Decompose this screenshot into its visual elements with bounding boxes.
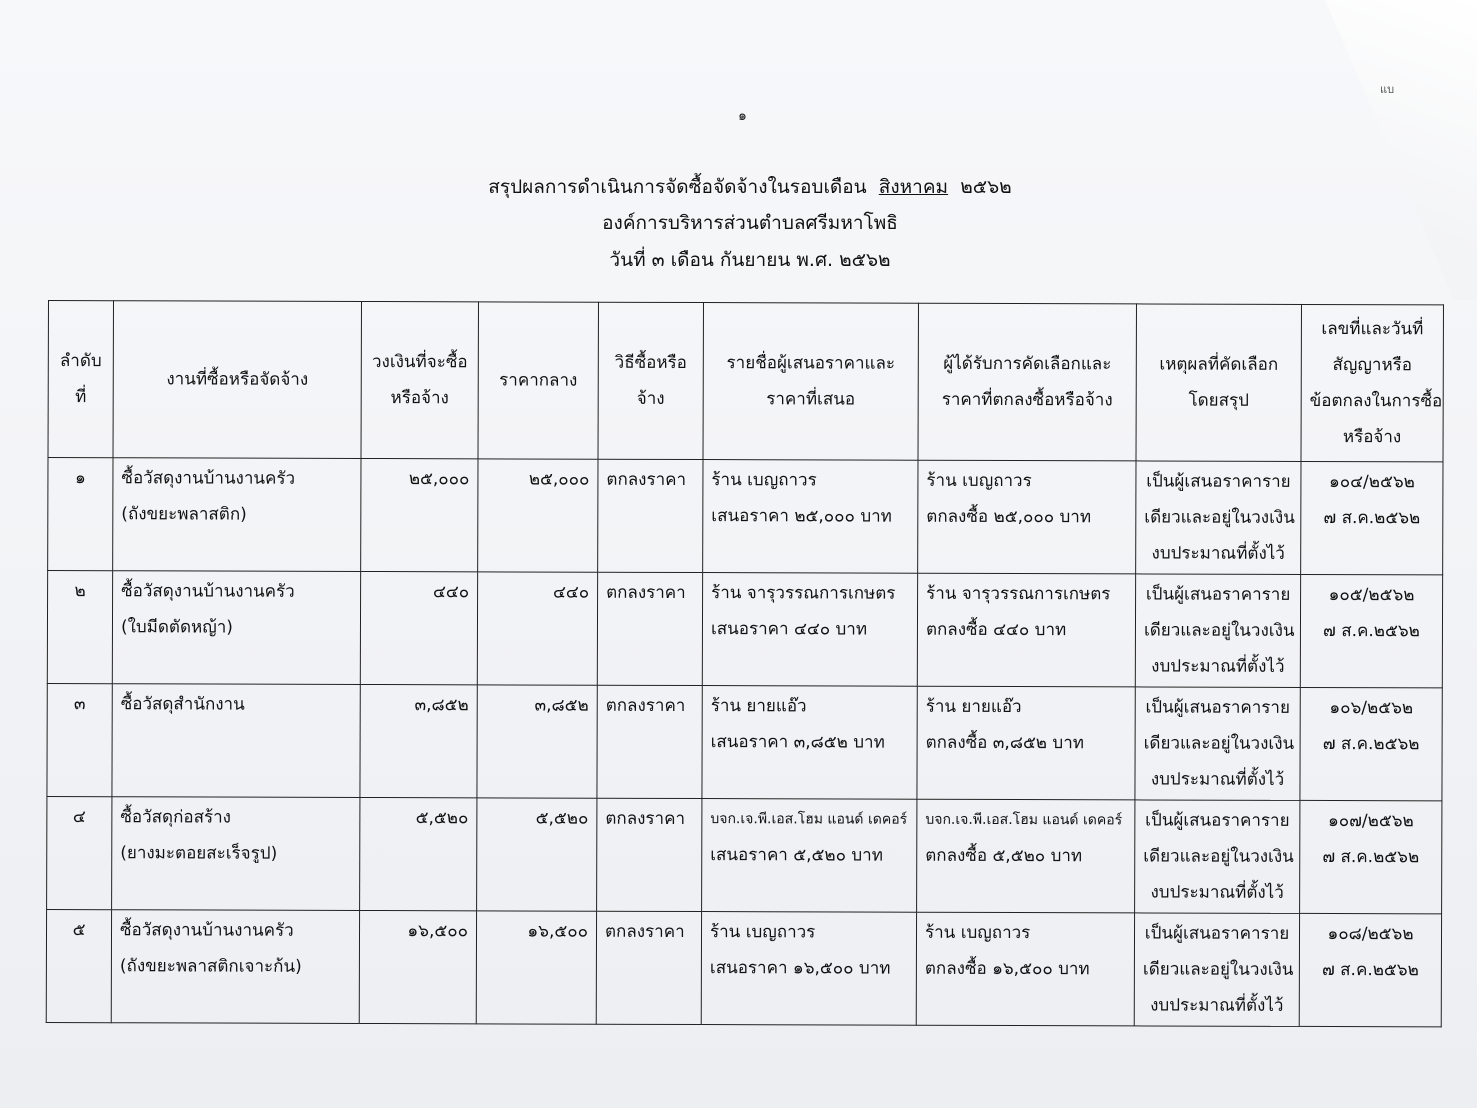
row-bidder: [702, 573, 917, 687]
header-median-price: ราคากลาง: [478, 302, 598, 459]
row-reason: เป็นผู้เสนอราคาราย เดียวและอยู่ในวงเงิน งบประมาณที่ตั้งไว้: [1135, 574, 1300, 688]
row-method: ตกลงราคา: [598, 459, 703, 572]
row-number: ๔: [47, 796, 112, 909]
bidder-name: ร้าน จารุวรรณการเกษตร: [711, 583, 896, 604]
bidder-name: บจก.เจ.พี.เอส.โฮม แอนด์ เดคอร์: [710, 811, 908, 828]
row-item: ซื้อวัสดุก่อสร้าง (ยางมะตอยสะเร็จรูป): [112, 797, 360, 911]
title-year: ๒๕๖๒: [960, 176, 1012, 198]
row-contract: [1301, 461, 1443, 574]
bidder-name: ร้าน เบญถาวร: [711, 470, 817, 491]
row-median-price: ๓,๘๕๒: [477, 685, 597, 798]
winner-price: ตกลงซื้อ ๔๔๐ บาท: [925, 619, 1067, 641]
header-budget: วงเงินที่จะซื้อ หรือจ้าง: [361, 301, 478, 458]
table-row: [48, 458, 1443, 575]
row-number: ๓: [47, 683, 112, 796]
row-number: ๕: [46, 909, 111, 1022]
winner-price: ตกลงซื้อ ๕,๕๒๐ บาท: [925, 845, 1083, 867]
winner-price: ตกลงซื้อ ๑๖,๕๐๐ บาท: [924, 958, 1090, 980]
row-method: ตกลงราคา: [596, 911, 701, 1024]
bidder-price: เสนอราคา ๒๕,๐๐๐ บาท: [711, 506, 892, 527]
corner-mark: แบ: [1380, 83, 1395, 96]
winner-name: ร้าน จารุวรรณการเกษตร: [926, 583, 1111, 605]
document-title: [0, 172, 1477, 202]
row-contract: [1299, 913, 1441, 1026]
header-item: งานที่ซื้อหรือจัดจ้าง: [113, 301, 361, 459]
row-contract: [1300, 800, 1442, 913]
winner-name: ร้าน เบญถาวร: [924, 922, 1031, 944]
contract-date: ๗ ส.ค.๒๕๖๒: [1323, 508, 1421, 529]
row-winner: [917, 573, 1135, 687]
row-contract: [1300, 687, 1442, 800]
row-median-price: ๕,๕๒๐: [477, 798, 597, 911]
bidder-name: ร้าน ยายแอ๊ว: [710, 696, 807, 717]
row-median-price: ๔๔๐: [477, 572, 597, 685]
table-header-row: [48, 301, 1443, 462]
bidder-price: เสนอราคา ๕,๕๒๐ บาท: [710, 845, 883, 866]
bidder-price: เสนอราคา ๓,๘๕๒ บาท: [710, 732, 885, 753]
contract-date: ๗ ส.ค.๒๕๖๒: [1321, 960, 1419, 981]
contract-number: ๑๐๔/๒๕๖๒: [1328, 472, 1415, 493]
page-number: ๑: [738, 108, 747, 124]
row-budget: ๓,๘๕๒: [360, 684, 477, 797]
table-row: [47, 571, 1442, 688]
winner-name: ร้าน ยายแอ๊ว: [925, 696, 1022, 718]
contract-number: ๑๐๖/๒๕๖๒: [1329, 698, 1414, 719]
bidder-price: เสนอราคา ๑๖,๕๐๐ บาท: [709, 958, 891, 979]
winner-name: บจก.เจ.พี.เอส.โฮม แอนด์ เดคอร์: [925, 811, 1123, 829]
row-median-price: ๑๖,๕๐๐: [476, 911, 596, 1024]
table-row: [46, 909, 1441, 1026]
header-method: วิธีซื้อหรือ จ้าง: [598, 302, 703, 459]
contract-number: ๑๐๗/๒๕๖๒: [1327, 811, 1414, 832]
organization-name: องค์การบริหารส่วนตำบลศรีมหาโพธิ: [602, 212, 898, 234]
contract-number: ๑๐๕/๒๕๖๒: [1328, 585, 1415, 606]
row-reason: เป็นผู้เสนอราคาราย เดียวและอยู่ในวงเงิน งบประมาณที่ตั้งไว้: [1136, 461, 1301, 575]
row-budget: ๑๖,๕๐๐: [359, 910, 476, 1023]
row-winner: [916, 912, 1134, 1026]
contract-date: ๗ ส.ค.๒๕๖๒: [1322, 734, 1420, 755]
row-method: ตกลงราคา: [597, 798, 702, 911]
header-contract: เลขที่และวันที่ สัญญาหรือ ข้อตกลงในการซื้อ หรือจ้าง: [1301, 304, 1443, 461]
row-winner: [917, 799, 1135, 913]
contract-date: ๗ ส.ค.๒๕๖๒: [1322, 847, 1420, 868]
row-method: ตกลงราคา: [597, 572, 702, 685]
header-no: ลำดับ ที่: [48, 301, 113, 458]
row-budget: ๒๕,๐๐๐: [361, 458, 478, 571]
row-item: ซื้อวัสดุงานบ้านงานครัว (ใบมีดตัดหญ้า): [112, 571, 360, 685]
row-reason: เป็นผู้เสนอราคาราย เดียวและอยู่ในวงเงิน งบประมาณที่ตั้งไว้: [1135, 800, 1300, 914]
header-winner: ผู้ได้รับการคัดเลือกและ ราคาที่ตกลงซื้อหรือจ้าง: [918, 303, 1136, 461]
row-winner: [918, 460, 1136, 574]
row-item: ซื้อวัสดุงานบ้านงานครัว (ถังขยะพลาสติก): [113, 458, 361, 572]
winner-name: ร้าน เบญถาวร: [926, 470, 1032, 492]
row-budget: ๔๔๐: [360, 571, 477, 684]
row-median-price: ๒๕,๐๐๐: [478, 459, 598, 572]
bidder-price: เสนอราคา ๔๔๐ บาท: [710, 619, 868, 640]
header-bidders: รายชื่อผู้เสนอราคาและ ราคาที่เสนอ: [703, 303, 918, 461]
row-bidder: [701, 912, 916, 1026]
header-reason: เหตุผลที่คัดเลือก โดยสรุป: [1136, 304, 1301, 462]
winner-price: ตกลงซื้อ ๓,๘๕๒ บาท: [925, 732, 1085, 754]
report-date: วันที่ ๓ เดือน กันยายน พ.ศ. ๒๕๖๒: [609, 249, 891, 271]
row-number: ๒: [47, 571, 112, 684]
row-item: ซื้อวัสดุสำนักงาน: [112, 684, 360, 798]
row-method: ตกลงราคา: [597, 685, 702, 798]
row-contract: [1300, 574, 1442, 687]
winner-price: ตกลงซื้อ ๒๕,๐๐๐ บาท: [926, 506, 1092, 528]
row-winner: [917, 686, 1135, 800]
table-row: [47, 796, 1442, 913]
procurement-table: [46, 300, 1444, 1027]
row-reason: เป็นผู้เสนอราคาราย เดียวและอยู่ในวงเงิน งบประมาณที่ตั้งไว้: [1134, 913, 1299, 1027]
title-prefix: สรุปผลการดำเนินการจัดซื้อจัดจ้างในรอบเดือน: [488, 176, 867, 198]
contract-number: ๑๐๘/๒๕๖๒: [1327, 924, 1414, 945]
row-bidder: [702, 799, 917, 913]
row-budget: ๕,๕๒๐: [360, 797, 477, 910]
row-reason: เป็นผู้เสนอราคาราย เดียวและอยู่ในวงเงิน งบประมาณที่ตั้งไว้: [1135, 687, 1300, 801]
bidder-name: ร้าน เบญถาวร: [709, 922, 816, 943]
contract-date: ๗ ส.ค.๒๕๖๒: [1323, 621, 1420, 642]
table-row: [47, 683, 1442, 800]
title-month: สิงหาคม: [878, 176, 949, 198]
row-number: ๑: [48, 458, 113, 571]
row-bidder: [703, 460, 918, 574]
row-bidder: [702, 686, 917, 800]
row-item: ซื้อวัสดุงานบ้านงานครัว (ถังขยะพลาสติกเจาะก้น): [111, 910, 359, 1024]
